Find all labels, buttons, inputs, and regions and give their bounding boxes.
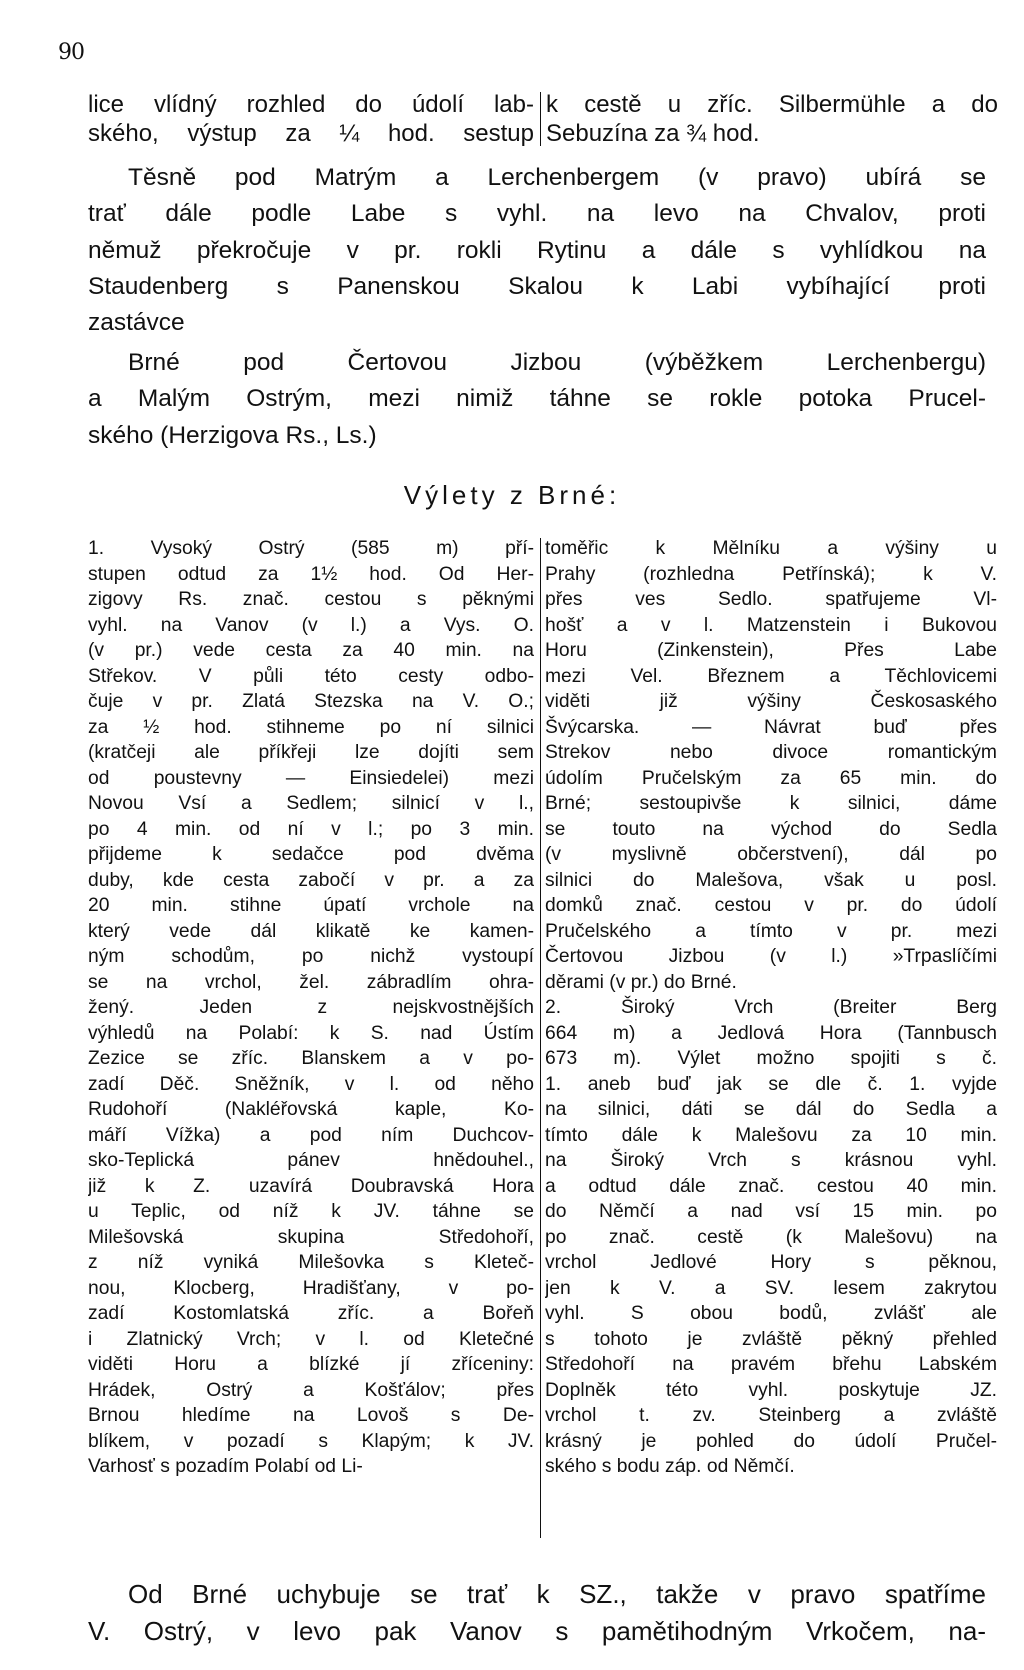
text-line: se touto na východ do Sedla: [545, 818, 997, 840]
text-line: duby, kde cesta zabočí v pr. a za: [88, 869, 534, 891]
text-line: ným schodům, po nichž vystoupí: [88, 946, 534, 967]
text-line: (v pr.) vede cesta za 40 min. na: [88, 640, 534, 661]
paragraph-route: [88, 160, 986, 341]
text-line: se na vrchol, žel. zábradlím ohra-: [88, 971, 534, 993]
column-rule: [540, 538, 541, 1538]
text-line: hošť a v l. Matzenstein i Bukovou: [545, 614, 997, 636]
text-line: po znač. cestě (k Malešovu) na: [545, 1226, 997, 1248]
text-line: toměřic k Mělníku a výšiny u: [545, 538, 997, 559]
text-line: z níž vyniká Milešovka s Kleteč-: [88, 1252, 534, 1273]
text-line: přes ves Sedlo. spatřujeme Vl-: [545, 589, 997, 610]
text-line: Varhosť s pozadím Polabí od Li-: [88, 1456, 363, 1477]
left-column: [88, 536, 534, 1480]
text-line: Milešovská skupina Středohoří,: [88, 1226, 534, 1248]
text-line: vrchol t. zv. Steinberg a zvláště: [545, 1405, 997, 1426]
text-line: Horu (Zinkenstein), Přes Labe: [545, 640, 997, 661]
text-line: vrchol Jedlové Hory s pěknou,: [545, 1252, 997, 1273]
top-right-fragment: [546, 90, 998, 148]
text-line: Brné; sestoupivše k silnici, dáme: [545, 793, 997, 814]
text-line: čuje v pr. Zlatá Stezska na V. O.;: [88, 691, 534, 712]
text-line: Brnou hledíme na Lovoš s De-: [88, 1405, 534, 1426]
text-line: 673 m). Výlet možno spojiti s č.: [545, 1048, 997, 1069]
text-line: u Teplic, od níž k JV. táhne se: [88, 1201, 534, 1222]
text-line: i Zlatnický Vrch; v l. od Kletečné: [88, 1328, 534, 1350]
text-line: zigovy Rs. znač. cestou s pěknými: [88, 589, 534, 610]
text-line: Čertovou Jizbou (v l.) »Trpaslíčími: [545, 946, 997, 967]
text-line: zadí Děč. Sněžník, v l. od něho: [88, 1073, 534, 1095]
text-line: Strekov nebo divoce romantickým: [545, 742, 997, 763]
paragraph-bottom: [88, 1576, 986, 1650]
text-line: vyhl. S obou bodů, zvlášť ale: [545, 1303, 997, 1324]
text-line: tímto dále k Malešovu za 10 min.: [545, 1124, 997, 1146]
text-line: na silnici, dáti se dál do Sedla a: [545, 1099, 997, 1120]
text-line: Středohoří na pravém břehu Labském: [545, 1354, 997, 1375]
text-line: ského s bodu záp. od Němčí.: [545, 1456, 795, 1477]
section-heading: Výlety z Brné:: [403, 480, 621, 510]
text-line: za ½ hod. stihneme po ní silnici: [88, 716, 534, 738]
text-line: lice vlídný rozhled do údolí lab-: [88, 91, 534, 118]
text-line: od poustevny — Einsiedelei) mezi: [88, 767, 534, 789]
text-line: žený. Jeden z nejskvostnějších: [88, 997, 534, 1018]
text-line: Rudohoří (Nakléřovská kaple, Ko-: [88, 1099, 534, 1120]
text-line: krásný je pohled do údolí Pručel-: [545, 1430, 997, 1452]
text-line: děrami (v pr.) do Brné.: [545, 971, 737, 993]
text-line: Hrádek, Ostrý a Košťálov; přes: [88, 1379, 534, 1401]
text-line: Novou Vsí a Sedlem; silnicí v l.,: [88, 793, 534, 814]
right-column: [545, 536, 997, 1480]
page-number: 90: [58, 40, 84, 65]
text-line: Zezice se zříc. Blanskem a v po-: [88, 1048, 534, 1069]
text-line: a odtud dále znač. cestou 40 min.: [545, 1175, 997, 1197]
text-line: k cestě u zříc. Silbermühle a do: [546, 91, 998, 118]
text-line: němuž překročuje v pr. rokli Rytinu a dále s vyhlídkou na: [88, 236, 986, 264]
text-line: údolím Pručelským za 65 min. do: [545, 767, 997, 789]
text-line: ského, výstup za ¼ hod. sestup: [88, 120, 534, 147]
text-line: ského (Herzigova Rs., Ls.): [88, 421, 377, 449]
text-line: mezi Vel. Březnem a Těchlovicemi: [545, 665, 997, 687]
text-line: 20 min. stihne úpatí vrchole na: [88, 895, 534, 916]
text-line: viděti Horu a blízké jí zříceniny:: [88, 1354, 534, 1375]
text-line: Brné pod Čertovou Jizbou (výběžkem Lerchenbergu): [128, 349, 986, 376]
text-line: sko-Teplická pánev hnědouhel.,: [88, 1150, 534, 1171]
top-left-fragment: [88, 90, 534, 148]
text-line: domků znač. cestou v pr. do údolí: [545, 895, 997, 916]
text-line: Pručelského a tímto v pr. mezi: [545, 920, 997, 942]
text-line: Prahy (rozhledna Petřínská); k V.: [545, 563, 997, 585]
text-line: Od Brné uchybuje se trať k SZ., takže v pravo spatříme: [128, 1579, 986, 1609]
text-line: již k Z. uzavírá Doubravská Hora: [88, 1175, 534, 1197]
text-line: jen k V. a SV. lesem zakrytou: [545, 1277, 997, 1299]
text-line: zadí Kostomlatská zříc. a Bořeň: [88, 1303, 534, 1324]
text-line: vyhl. na Vanov (v l.) a Vys. O.: [88, 614, 534, 636]
text-line: 1. aneb buď jak se dle č. 1. vyjde: [545, 1073, 997, 1095]
text-line: V. Ostrý, v levo pak Vanov s pamětihodným Vrkočem, na-: [88, 1616, 986, 1646]
paragraph-brne: [88, 345, 986, 454]
text-line: Staudenberg s Panenskou Skalou k Labi vybíhající proti: [88, 272, 986, 300]
text-line: 1. Vysoký Ostrý (585 m) pří-: [88, 538, 534, 559]
text-line: máří Vížka) a pod ním Duchcov-: [88, 1124, 534, 1146]
text-line: a Malým Ostrým, mezi nimiž táhne se rokle potoka Prucel-: [88, 385, 986, 413]
text-line: (kratčeji ale příkřeji lze dojíti sem: [88, 742, 534, 763]
text-line: na Široký Vrch s krásnou vyhl.: [545, 1150, 997, 1171]
text-line: výhledů na Polabí: k S. nad Ústím: [88, 1022, 534, 1044]
text-line: Těsně pod Matrým a Lerchenbergem (v pravo) ubírá se: [128, 164, 986, 191]
text-line: který vede dál klikatě ke kamen-: [88, 920, 534, 942]
text-line: po 4 min. od ní v l.; po 3 min.: [88, 818, 534, 840]
text-line: viděti již výšiny Českosaského: [545, 691, 997, 712]
text-line: stupen odtud za 1½ hod. Od Her-: [88, 563, 534, 585]
text-line: Doplněk této vyhl. poskytuje JZ.: [545, 1379, 997, 1401]
text-line: blíkem, v pozadí s Klapým; k JV.: [88, 1430, 534, 1452]
text-line: 664 m) a Jedlová Hora (Tannbusch: [545, 1022, 997, 1044]
text-line: Sebuzína za ¾ hod.: [546, 120, 760, 147]
text-line: Střekov. V půli této cesty odbo-: [88, 665, 534, 687]
text-line: nou, Klocberg, Hradišťany, v po-: [88, 1277, 534, 1299]
text-line: zastávce: [88, 309, 185, 337]
text-line: silnici do Malešova, však u posl.: [545, 869, 997, 891]
text-line: (v myslivně občerstvení), dál po: [545, 844, 997, 865]
text-line: do Němčí a nad vsí 15 min. po: [545, 1201, 997, 1222]
text-line: trať dále podle Labe s vyhl. na levo na Chvalov, proti: [88, 200, 986, 228]
text-line: 2. Široký Vrch (Breiter Berg: [545, 997, 997, 1018]
text-line: s tohoto je zvláště pěkný přehled: [545, 1328, 997, 1350]
column-rule: [540, 92, 541, 146]
text-line: přijdeme k sedačce pod dvěma: [88, 844, 534, 865]
text-line: Švýcarska. — Návrat buď přes: [545, 716, 997, 738]
